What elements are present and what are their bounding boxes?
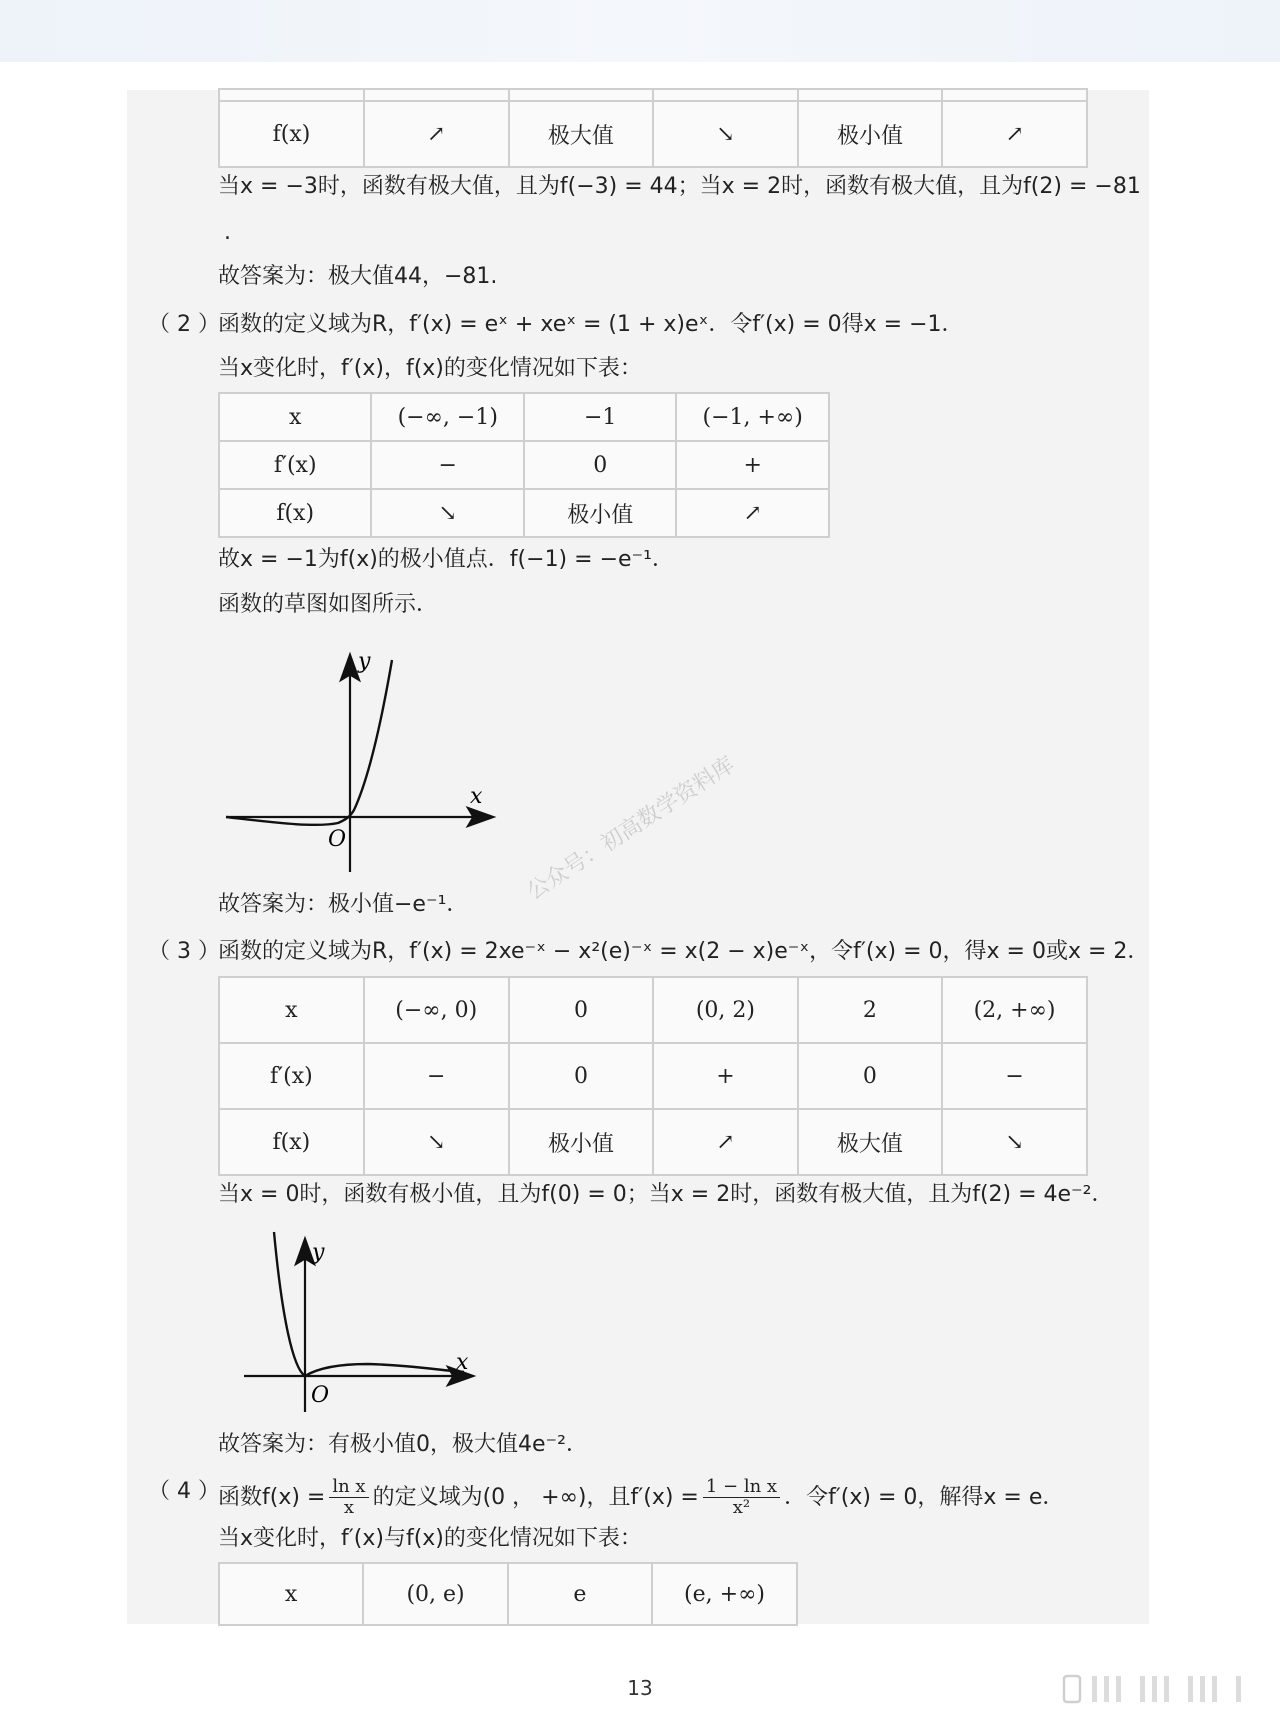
table-cell: e <box>508 1563 652 1625</box>
table-cell: ↗ <box>676 489 829 537</box>
table-cell: ↘ <box>364 1109 509 1175</box>
fraction-denominator: x² <box>732 1497 751 1518</box>
table-cell: − <box>364 1043 509 1109</box>
table-cell: ↘ <box>371 489 524 537</box>
p2-intro: 函数的定义域为R，f′(x) = eˣ + xeˣ = (1 + x)eˣ．令f′(x) = 0得x = −1． <box>218 312 964 337</box>
x-axis-label: x <box>470 784 483 809</box>
table-cell: 极大值 <box>798 1109 942 1175</box>
p2-sketch-note: 函数的草图如图所示． <box>218 592 439 617</box>
y-axis-label: y <box>312 1240 325 1265</box>
y-axis-label: y <box>358 649 371 674</box>
table-cell: x <box>219 977 364 1043</box>
p4-pre: 函数f(x) = <box>218 1484 326 1510</box>
table-cell: + <box>653 1043 798 1109</box>
table-4-head <box>218 1562 798 1626</box>
table-cell: (e, +∞) <box>652 1563 797 1625</box>
p2-number: （ 2 ） <box>148 312 220 337</box>
watermark: 公众号：初高数学资料库 <box>522 752 740 906</box>
p2-change: 当x变化时，f′(x)，f(x)的变化情况如下表： <box>218 356 642 381</box>
table-cell: 极小值 <box>524 489 676 537</box>
x-axis-label: x <box>456 1350 469 1375</box>
p4-post: ．令f′(x) = 0，解得x = e． <box>784 1484 1065 1510</box>
p3-intro: 函数的定义域为R，f′(x) = 2xe⁻ˣ − x²(e)⁻ˣ = x(2 − x)e⁻ˣ，令f′(x) = 0，得x = 0或x = 2． <box>218 939 1150 964</box>
top-band <box>0 0 1280 62</box>
table-cell: ↘ <box>653 101 798 167</box>
page-number: 13 <box>627 1676 653 1700</box>
table-cell: ↗ <box>364 101 509 167</box>
table-cell: ↗ <box>942 101 1087 167</box>
fraction-numerator: ln x <box>329 1477 368 1498</box>
p1-answer: 故答案为：极大值44，−81. <box>218 264 498 289</box>
p4-change: 当x变化时，f′(x)与f(x)的变化情况如下表： <box>218 1526 642 1551</box>
table-cell: 极小值 <box>509 1109 653 1175</box>
table-cell: − <box>942 1043 1087 1109</box>
origin-label: O <box>328 827 347 852</box>
table-cell: x <box>219 1563 363 1625</box>
table-2 <box>218 392 830 538</box>
table-cell: + <box>676 441 829 489</box>
table-cell: f(x) <box>219 1109 364 1175</box>
table-cell: 极小值 <box>798 101 943 167</box>
p3-answer: 故答案为：有极小值0，极大值4e⁻²． <box>218 1432 588 1457</box>
table-cell: x <box>219 393 371 441</box>
p2-answer: 故答案为：极小值−e⁻¹． <box>218 892 469 917</box>
curve-1 <box>226 660 392 825</box>
table-cell: 2 <box>798 977 942 1043</box>
table-cell: 极大值 <box>509 101 654 167</box>
table-cell: (−∞, −1) <box>371 393 524 441</box>
table-cell: −1 <box>524 393 676 441</box>
table-cell: 0 <box>509 977 653 1043</box>
fraction-derivative <box>703 1477 780 1518</box>
table-cell: (−1, +∞) <box>676 393 829 441</box>
table-cell: 0 <box>524 441 676 489</box>
p4-mid: 的定义域为(0 ， +∞)，且f′(x) = <box>372 1484 699 1510</box>
table-cell: (−∞, 0) <box>364 977 509 1043</box>
signal-bars-icon <box>1060 1672 1260 1706</box>
table-cell: (2, +∞) <box>942 977 1087 1043</box>
table-cell: (0, 2) <box>653 977 798 1043</box>
origin-label: O <box>311 1383 330 1408</box>
table-1-tail <box>218 88 1088 168</box>
table-cell: 0 <box>509 1043 653 1109</box>
table-cell: − <box>371 441 524 489</box>
p2-conclusion: 故x = −1为f(x)的极小值点．f(−1) = −e⁻¹． <box>218 547 674 572</box>
fraction-ln-x-over-x <box>329 1477 368 1518</box>
p1-line1-tail: . <box>224 220 231 245</box>
curve-2 <box>274 1232 464 1376</box>
p4-intro <box>218 1477 1064 1518</box>
graph-1 <box>220 640 500 880</box>
fraction-numerator: 1 − ln x <box>703 1477 780 1498</box>
table-cell: ↗ <box>653 1109 798 1175</box>
p4-number: （ 4 ） <box>148 1479 220 1504</box>
table-cell: f′(x) <box>219 441 371 489</box>
graph-2 <box>238 1228 478 1418</box>
table-cell: 0 <box>798 1043 942 1109</box>
table-cell: f(x) <box>219 101 364 167</box>
table-cell: f(x) <box>219 489 371 537</box>
table-cell: (0, e) <box>363 1563 508 1625</box>
table-cell: ↘ <box>942 1109 1087 1175</box>
p3-conclusion: 当x = 0时，函数有极小值，且为f(0) = 0；当x = 2时，函数有极大值，且为f(2) = 4e⁻²． <box>218 1182 1114 1207</box>
table-3 <box>218 976 1088 1176</box>
p3-number: （ 3 ） <box>148 939 220 964</box>
table-cell: f′(x) <box>219 1043 364 1109</box>
p1-line1: 当x = −3时，函数有极大值，且为f(−3) = 44；当x = 2时，函数有极大值，且为f(2) = −81 <box>218 174 1141 199</box>
fraction-denominator: x <box>343 1497 355 1518</box>
